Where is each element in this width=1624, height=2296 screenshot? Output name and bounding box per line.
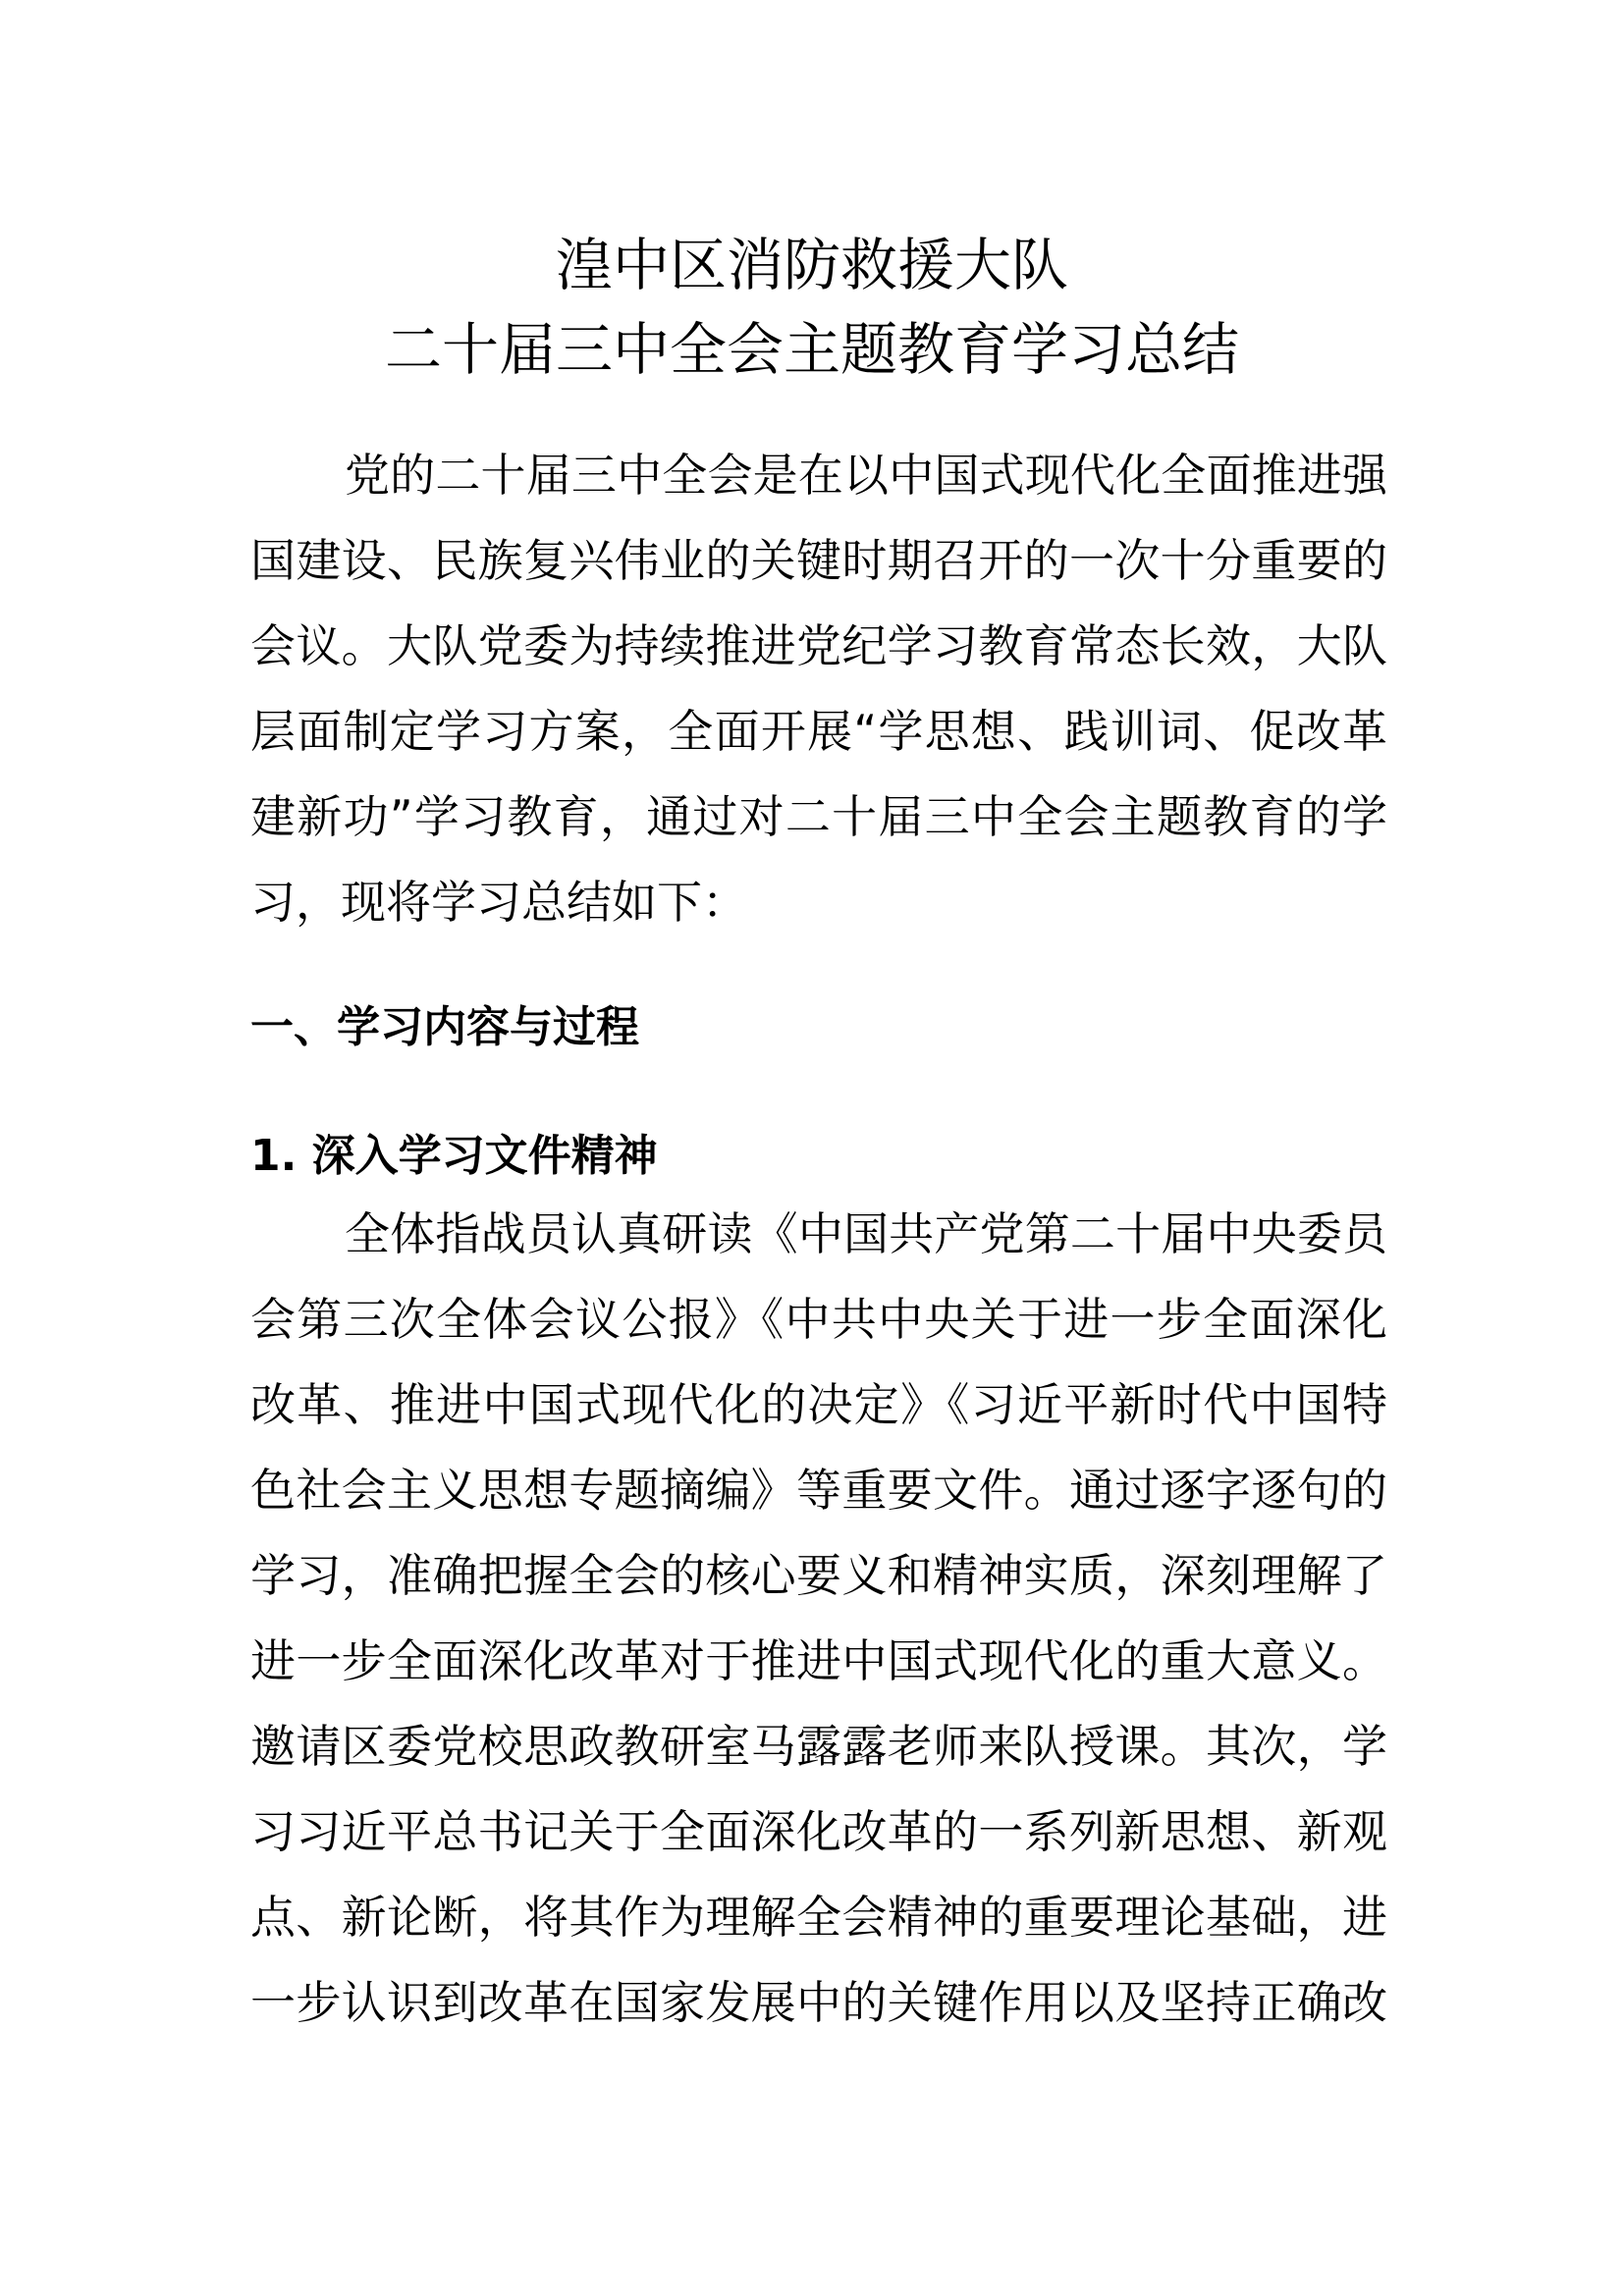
paragraph-line: 会第三次全体会议公报》《中共中央关于进一步全面深化 [250, 1293, 1387, 1346]
paragraph-line: 国建设、民族复兴伟业的关键时期召开的一次十分重要的 [250, 534, 1387, 587]
paragraph-line: 一步认识到改革在国家发展中的关键作用以及坚持正确改 [250, 1976, 1387, 2029]
paragraph-line: 改革、推进中国式现代化的决定》《习近平新时代中国特 [250, 1378, 1387, 1431]
section-heading: 一、学习内容与过程 [250, 1002, 639, 1052]
paragraph-line: 层面制定学习方案，全面开展“学思想、践训词、促改革 [250, 705, 1387, 758]
paragraph-line: 进一步全面深化改革对于推进中国式现代化的重大意义。 [250, 1634, 1387, 1687]
paragraph-line: 习习近平总书记关于全面深化改革的一系列新思想、新观 [250, 1805, 1387, 1858]
paragraph-line: 学习，准确把握全会的核心要义和精神实质，深刻理解了 [250, 1549, 1387, 1602]
document-title-line2: 二十届三中全会主题教育学习总结 [384, 316, 1239, 383]
paragraph-line: 点、新论断，将其作为理解全会精神的重要理论基础，进 [250, 1891, 1387, 1944]
paragraph-line: 建新功”学习教育，通过对二十届三中全会主题教育的学 [250, 790, 1387, 843]
paragraph-line: 习，现将学习总结如下： [250, 876, 747, 929]
paragraph-line: 邀请区委党校思政教研室马露露老师来队授课。其次，学 [250, 1720, 1387, 1773]
subsection-heading: 1. 深入学习文件精神 [250, 1131, 658, 1181]
paragraph-line: 色社会主义思想专题摘编》等重要文件。通过逐字逐句的 [250, 1464, 1387, 1517]
paragraph-line: 党的二十届三中全会是在以中国式现代化全面推进强 [345, 449, 1387, 502]
document-title-line1: 湟中区消防救援大队 [555, 232, 1068, 298]
paragraph-line: 会议。大队党委为持续推进党纪学习教育常态长效，大队 [250, 619, 1387, 672]
paragraph-line: 全体指战员认真研读《中国共产党第二十届中央委员 [345, 1207, 1387, 1260]
